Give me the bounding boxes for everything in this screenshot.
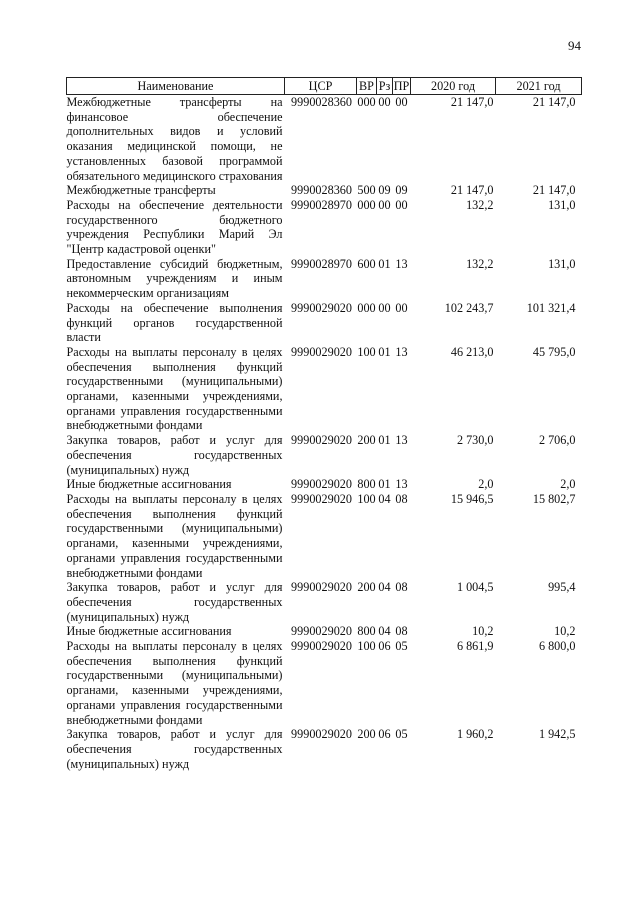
- row-pr: 13: [395, 344, 408, 359]
- row-2021: 2 706,0: [538, 433, 576, 448]
- row-2021: 995,4: [548, 580, 576, 595]
- row-2021: 10,2: [554, 624, 576, 639]
- row-2020: 15 946,5: [450, 491, 494, 506]
- row-2020: 46 213,0: [450, 344, 494, 359]
- row-name: Межбюджетные трансферты: [66, 183, 216, 198]
- table-row: [67, 624, 582, 639]
- header-rz: Рз: [377, 78, 393, 95]
- row-csr: 9990029020: [291, 491, 352, 506]
- row-csr: 9990029020: [291, 580, 352, 595]
- row-pr: 00: [395, 95, 408, 109]
- table-body: [67, 95, 582, 772]
- table-row: [67, 433, 582, 477]
- row-rz: 01: [378, 477, 391, 492]
- row-name: Расходы на выплаты персоналу в целях обеспечения выполнения функций государственными (муниципальными) органами, казенными учреждениями, органами управления государственными внебюджетными фондами: [66, 491, 283, 580]
- row-rz: 09: [378, 183, 391, 198]
- row-vr: 200: [357, 433, 376, 448]
- row-csr: 9990028970: [291, 256, 352, 271]
- row-rz: 01: [378, 344, 391, 359]
- header-csr: ЦСР: [285, 78, 357, 95]
- row-name: Закупка товаров, работ и услуг для обеспечения государственных (муниципальных) нужд: [66, 580, 283, 624]
- row-2021: 131,0: [548, 256, 576, 271]
- table-row: [67, 183, 582, 198]
- row-pr: 13: [395, 477, 408, 492]
- table-row: [67, 580, 582, 624]
- row-csr: 9990028360: [291, 95, 352, 109]
- header-pr: ПР: [393, 78, 410, 93]
- row-name: Расходы на выплаты персоналу в целях обеспечения выполнения функций государственными (муниципальными) органами, казенными учреждениями, органами управления государственными внебюджетными фондами: [66, 639, 283, 727]
- header-2020: 2020 год: [411, 78, 496, 95]
- header-name: Наименование: [67, 78, 285, 95]
- table-row: [67, 639, 582, 727]
- row-2020: 1 004,5: [456, 580, 494, 595]
- row-2021: 101 321,4: [526, 300, 576, 315]
- row-name: Иные бюджетные ассигнования: [66, 477, 232, 492]
- row-vr: 100: [357, 344, 376, 359]
- table-row: [67, 301, 582, 345]
- row-name: Закупка товаров, работ и услуг для обеспечения государственных (муниципальных) нужд: [66, 727, 283, 771]
- row-csr: 9990028970: [291, 197, 352, 212]
- row-vr: 000: [357, 197, 376, 212]
- row-vr: 000: [357, 95, 376, 109]
- row-name: Иные бюджетные ассигнования: [66, 624, 232, 639]
- row-rz: 06: [378, 727, 391, 742]
- row-2021: 45 795,0: [532, 344, 576, 359]
- table-row: [67, 198, 582, 257]
- row-pr: 08: [395, 624, 408, 639]
- row-rz: 01: [378, 256, 391, 271]
- row-2020: 102 243,7: [444, 300, 494, 315]
- page-number: 94: [568, 38, 581, 53]
- row-pr: 08: [395, 580, 408, 595]
- row-2020: 21 147,0: [450, 95, 494, 109]
- row-rz: 04: [378, 624, 391, 639]
- row-rz: 00: [378, 300, 391, 315]
- row-csr: 9990029020: [291, 344, 352, 359]
- row-rz: 04: [378, 580, 391, 595]
- row-csr: 9990029020: [291, 624, 352, 639]
- row-name: Предоставление субсидий бюджетным, автономным учреждениям и иным некоммерческим организациям: [66, 256, 283, 301]
- row-2020: 132,2: [466, 197, 494, 212]
- table-row: [67, 257, 582, 301]
- row-csr: 9990029020: [291, 300, 352, 315]
- budget-table: [66, 77, 582, 771]
- row-csr: 9990029020: [291, 639, 352, 654]
- row-2020: 2,0: [478, 477, 494, 492]
- row-csr: 9990029020: [291, 477, 352, 492]
- row-vr: 100: [357, 491, 376, 506]
- row-2020: 132,2: [466, 256, 494, 271]
- row-name: Расходы на выплаты персоналу в целях обеспечения выполнения функций государственными (муниципальными) органами, казенными учреждениями, органами управления государственными внебюджетными фондами: [66, 344, 283, 433]
- row-csr: 9990028360: [291, 183, 352, 198]
- header-2021: 2021 год: [496, 78, 582, 95]
- row-pr: 09: [395, 183, 408, 198]
- row-2021: 21 147,0: [532, 95, 576, 109]
- row-vr: 600: [357, 256, 376, 271]
- row-vr: 800: [357, 624, 376, 639]
- row-pr: 13: [395, 433, 408, 448]
- row-2021: 2,0: [560, 477, 576, 492]
- row-vr: 000: [357, 300, 376, 315]
- row-2020: 6 861,9: [456, 639, 494, 654]
- row-vr: 200: [357, 727, 376, 742]
- row-pr: 05: [395, 639, 408, 654]
- row-2020: 2 730,0: [456, 433, 494, 448]
- header-vr: ВР: [357, 78, 377, 95]
- row-pr: 00: [395, 300, 408, 315]
- table-row: [67, 727, 582, 771]
- table-row: [67, 95, 582, 184]
- row-vr: 200: [357, 580, 376, 595]
- row-2021: 131,0: [548, 197, 576, 212]
- row-2021: 15 802,7: [532, 491, 576, 506]
- row-csr: 9990029020: [291, 433, 352, 448]
- row-rz: 06: [378, 639, 391, 654]
- row-pr: 08: [395, 491, 408, 506]
- row-pr: 00: [395, 197, 408, 212]
- row-rz: 00: [378, 95, 391, 109]
- row-rz: 00: [378, 197, 391, 212]
- table-row: [67, 492, 582, 580]
- row-vr: 100: [357, 639, 376, 654]
- row-pr: 13: [395, 256, 408, 271]
- table-header-row: [67, 78, 582, 95]
- row-name: Расходы на обеспечение деятельности государственного бюджетного учреждения Республики Марий Эл "Центр кадастровой оценки": [66, 197, 283, 257]
- row-name: Закупка товаров, работ и услуг для обеспечения государственных (муниципальных) нужд: [66, 433, 283, 477]
- row-rz: 04: [378, 491, 391, 506]
- row-vr: 500: [357, 183, 376, 198]
- row-2020: 10,2: [472, 624, 494, 639]
- row-2020: 21 147,0: [450, 183, 494, 198]
- row-csr: 9990029020: [291, 727, 352, 742]
- row-2021: 1 942,5: [538, 727, 576, 742]
- table-row: [67, 345, 582, 433]
- row-name: Расходы на обеспечение выполнения функций органов государственной власти: [66, 300, 283, 345]
- row-2021: 6 800,0: [538, 639, 576, 654]
- row-rz: 01: [378, 433, 391, 448]
- row-name: Межбюджетные трансферты на финансовое обеспечение дополнительных видов и условий оказания медицинской помощи, не установленных базовой программой обязательного медицинского страхования: [66, 95, 283, 183]
- row-2020: 1 960,2: [456, 727, 494, 742]
- row-vr: 800: [357, 477, 376, 492]
- row-2021: 21 147,0: [532, 183, 576, 198]
- row-pr: 05: [395, 727, 408, 742]
- table-row: [67, 477, 582, 492]
